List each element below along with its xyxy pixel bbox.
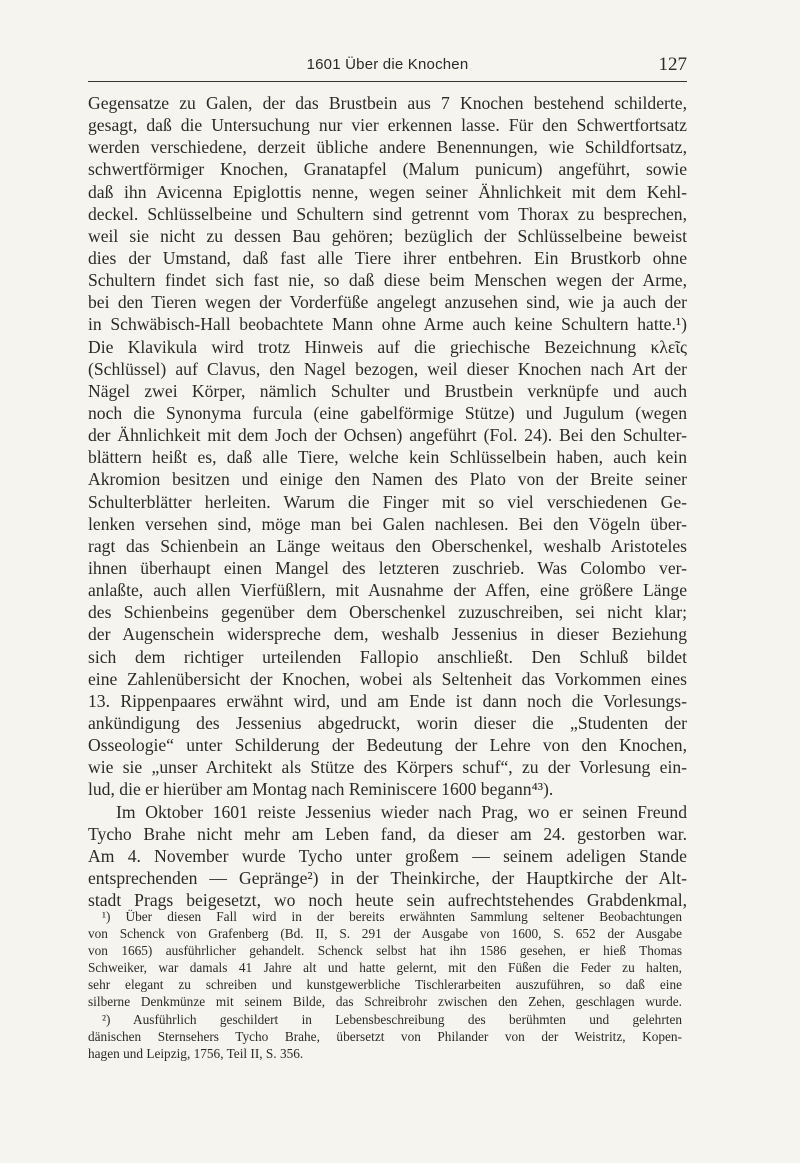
body-line: des Schienbeins gegenüber dem Oberschenkel zuzuschreiben, sei nicht klar;	[88, 602, 687, 623]
body-line: daß ihn Avicenna Epiglottis nenne, wegen seiner Ähnlichkeit mit dem Kehl-	[88, 181, 687, 202]
body-line: ragt das Schienbein an Länge weitaus den Oberschenkel, weshalb Aristoteles	[88, 535, 687, 556]
footnote-line: von Schenck von Grafenberg (Bd. II, S. 291 der Ausgabe von 1600, S. 652 der Ausgabe	[88, 926, 682, 942]
body-line: in Schwäbisch-Hall beobachtete Mann ohne Arme auch keine Schultern hatte.¹)	[88, 314, 687, 335]
body-line: (Schlüssel) auf Clavus, den Nagel bezogen, weil dieser Knochen nach Art der	[88, 358, 687, 379]
body-line: Im Oktober 1601 reiste Jessenius wieder nach Prag, wo er seinen Freund	[116, 801, 687, 822]
footnote-line: ¹) Über diesen Fall wird in der bereits erwähnten Sammlung seltener Beobachtungen	[102, 909, 682, 924]
body-line: weil sie nicht zu dessen Bau gehören; bezüglich der Schlüsselbeine beweist	[88, 225, 687, 246]
body-line: lenken versehen sind, möge man bei Galen nachlesen. Bei den Vögeln über-	[88, 513, 687, 534]
body-line: Osseologie“ unter Schilderung der Bedeutung der Lehre von den Knochen,	[88, 735, 687, 756]
page-number: 127	[658, 54, 687, 75]
body-line: schwertförmiger Knochen, Granatapfel (Malum punicum) angeführt, sowie	[88, 159, 687, 180]
body-line: anlaßte, auch allen Vierfüßlern, mit Ausnahme der Affen, eine größere Länge	[88, 580, 687, 601]
body-line: stadt Prags beigesetzt, wo noch heute sein aufrechtstehendes Grabdenkmal,	[88, 890, 687, 911]
page-header	[88, 54, 687, 80]
body-line: ankündigung des Jessenius abgedruckt, worin dieser die „Studenten der	[88, 712, 687, 733]
body-line: Akromion besitzen und einige den Namen des Plato von der Breite seiner	[88, 469, 687, 490]
body-line: entsprechenden — Gepränge²) in der Theinkirche, der Hauptkirche der Alt-	[88, 867, 687, 888]
body-line: der Augenschein widerspreche dem, weshalb Jessenius in dieser Beziehung	[88, 624, 687, 645]
body-line: lud, die er hierüber am Montag nach Reminiscere 1600 begann⁴³).	[88, 779, 554, 800]
footnote-line: Schweiker, war damals 41 Jahre alt und hatte gelernt, mit den Füßen die Feder zu halten,	[88, 960, 682, 976]
body-line: ihnen überhaupt einen Mangel des letzteren zuschrieb. Was Colombo ver-	[88, 557, 687, 578]
body-line: eine Zahlenübersicht der Knochen, wobei als Seltenheit das Vorkommen eines	[88, 668, 687, 689]
body-line: 13. Rippenpaares erwähnt wird, und am Ende ist dann noch die Vorlesungs-	[88, 690, 687, 711]
footnote-line: ²) Ausführlich geschildert in Lebensbeschreibung des berühmten und gelehrten	[102, 1011, 682, 1027]
footnotes	[88, 908, 682, 1062]
body-line: deckel. Schlüsselbeine und Schultern sind getrennt vom Thorax zu besprechen,	[88, 203, 687, 224]
footnote-line: hagen und Leipzig, 1756, Teil II, S. 356.	[88, 1045, 304, 1061]
body-line: sich dem richtiger urteilenden Fallopio anschließt. Den Schluß bildet	[88, 646, 687, 667]
footnote-line: silberne Denkmünze mit seinem Bilde, das Schreibrohr zwischen den Zehen, geschlagen wurde.	[88, 994, 682, 1010]
footnote-line: dänischen Sternsehers Tycho Brahe, übersetzt von Philander von der Weistritz, Kopen-	[88, 1028, 682, 1044]
footnote-line: sehr elegant zu schreiben und kunstgewerbliche Tischlerarbeiten auszuführen, so daß eine	[88, 977, 682, 993]
body-text	[88, 92, 687, 911]
footnote-line: von 1665) ausführlicher gehandelt. Schenck selbst hat ihn 1586 gesehen, er hieß Thomas	[88, 943, 682, 959]
body-line: Die Klavikula wird trotz Hinweis auf die griechische Bezeichnung κλεῖς	[88, 336, 687, 357]
body-line: Schultern findet sich fast nie, so daß diese beim Menschen wegen der Arme,	[88, 270, 687, 291]
header-rule	[88, 81, 687, 82]
body-line: werden verschiedene, derzeit übliche andere Benennungen, wie Schildfortsatz,	[88, 137, 687, 158]
body-line: noch die Synonyma furcula (eine gabelförmige Stütze) und Jugulum (wegen	[88, 402, 687, 423]
body-line: gesagt, daß die Untersuchung nur vier erkennen lasse. Für den Schwertfortsatz	[88, 115, 687, 136]
body-line: bei den Tieren wegen der Vorderfüße angelegt anzusehen sind, wie ja auch der	[88, 292, 687, 313]
body-line: Tycho Brahe nicht mehr am Leben fand, da dieser am 24. gestorben war.	[88, 823, 687, 844]
body-line: Gegensatze zu Galen, der das Brustbein aus 7 Knochen bestehend schilderte,	[88, 93, 687, 113]
body-line: blättern heißt es, daß alle Tiere, welche kein Schlüsselbein haben, auch kein	[88, 447, 687, 468]
body-line: Schulterblätter herleiten. Warum die Finger mit so viel verschiedenen Ge-	[88, 491, 687, 512]
body-line: Nägel zwei Körper, nämlich Schulter und Brustbein verknüpfe und auch	[88, 380, 687, 401]
body-line: der Ähnlichkeit mit dem Joch der Ochsen) angeführt (Fol. 24). Bei den Schulter-	[88, 425, 687, 446]
body-line: Am 4. November wurde Tycho unter großem — seinem adeligen Stande	[88, 845, 687, 866]
running-title: 1601 Über die Knochen	[306, 56, 469, 73]
body-line: wie sie „unser Architekt als Stütze des Körpers schuf“, zu der Vorlesung ein-	[88, 757, 687, 778]
body-line: dies der Umstand, daß fast alle Tiere ihrer entbehren. Ein Brustkorb ohne	[88, 247, 687, 268]
